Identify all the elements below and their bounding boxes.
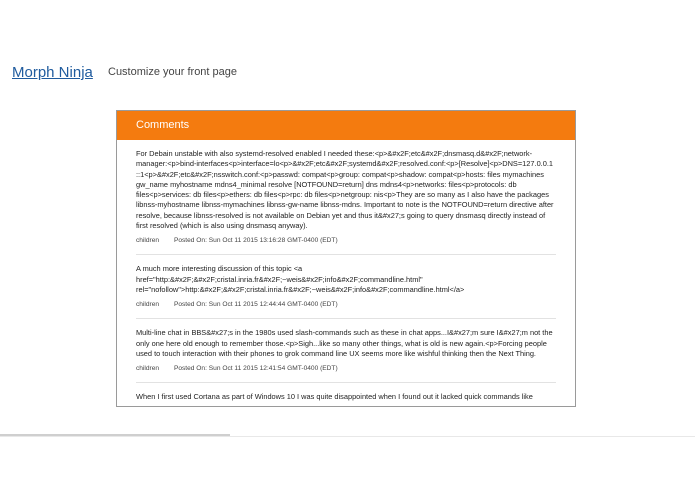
comments-panel-header (117, 111, 575, 140)
comment-timestamp: Posted On: Sun Oct 11 2015 12:41:54 GMT-0400 (EDT) (173, 365, 338, 373)
comment-timestamp: Posted On: Sun Oct 11 2015 13:16:28 GMT-0400 (EDT) (173, 237, 338, 245)
comment-author: children (136, 301, 160, 309)
comment-author: children (136, 365, 160, 373)
comment-list[interactable] (117, 140, 575, 407)
comment-item (136, 319, 556, 383)
app-title-link[interactable]: Morph Ninja (12, 64, 93, 81)
comments-panel (116, 110, 576, 407)
comment-meta (136, 236, 556, 245)
comment-text: Multi-line chat in BBS&#x27;s in the 1980s used slash-commands such as these in chat apps...I&#x27;m sure I&#x27;m not the only one here old enough to remember those.<p>Sigh...like so many other things, what is old is new again.<p>Forcing people used to touch interaction with their phones to grok command line UX seems more like wishful thinking then the Next Thing. (136, 328, 553, 358)
comment-item (136, 140, 556, 255)
comments-panel-title: Comments (136, 119, 190, 131)
comment-item (136, 383, 556, 407)
comment-text: For Debain unstable with also systemd-resolved enabled I needed these:<p>&#x2F;etc&#x2F;dnsmasq.d&#x2F;network-manager:<p>bind-interfaces<p>interface=lo<p>&#x2F;etc&#x2F;systemd&#x2F;resolved.conf:<p>[Resolve]<p>DNS=127.0.0.1 ::1<p>&#x2F;etc&#x2F;nsswitch.conf:<p>passwd: compat<p>group: compat<p>shadow: compat<p>hosts: files mymachines gw_name myhostname mdns4_minimal resolve [NOTFOUND=return] dns mdns4<p>networks: files<p>protocols: db files<p>services: db files<p>ethers: db files<p>rpc: db files<p>netgroup: nis<p>They are so many as I also have the packages libnss-myhostname libnss-mymachines libnss-gw-name libnss-mdns. Important to note is the NOTFOUND=return directive after resolve, because libnss-resolved is not available on Debian yet and thus it&#x27;s going to query dnsmasq directly instead of first resolved (which is also using dnsmasq anyway). (136, 149, 554, 231)
bottom-divider (0, 436, 695, 437)
comment-meta (136, 300, 556, 309)
comment-text: A much more interesting discussion of this topic <a href="http:&#x2F;&#x2F;cristal.inria.fr&#x2F;~weis&#x2F;info&#x2F;commandline.html" rel="nofollow">http:&#x2F;&#x2F;cristal.inria.fr&#x2F;~weis&#x2F;info&#x2F;commandline.html</a> (136, 264, 465, 294)
page-tagline: Customize your front page (108, 66, 238, 78)
comment-text: When I first used Cortana as part of Windows 10 I was quite disappointed when I found out it lacked quick commands like (136, 392, 533, 402)
comment-item (136, 255, 556, 319)
comment-meta (136, 364, 556, 373)
comment-timestamp: Posted On: Sun Oct 11 2015 12:44:44 GMT-0400 (EDT) (173, 301, 338, 309)
comment-author: children (136, 237, 160, 245)
